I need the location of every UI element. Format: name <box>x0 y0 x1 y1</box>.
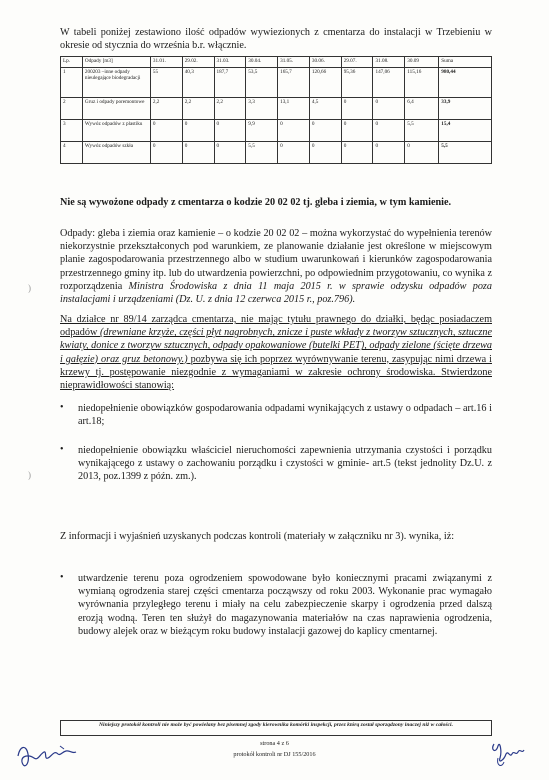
sum-cell: 33,9 <box>439 98 492 120</box>
value-cell: 0 <box>278 142 310 164</box>
table-body <box>61 68 492 164</box>
value-cell: 2,2 <box>182 98 214 120</box>
sum-cell: 15,4 <box>439 120 492 142</box>
value-cell: 0 <box>214 120 246 142</box>
value-cell: 13,1 <box>278 98 310 120</box>
table-header-cell: Lp. <box>61 57 83 68</box>
bullet-item-3: utwardzenie terenu poza ogrodzeniem spowodowane było koniecznymi pracami związanymi z wymianą ogrodzenia starej części cmentarza począwszy od roku 2003. Wykonanie prac wymagało wyrównania przyległego terenu i miały na celu zabezpieczenie skarpy i ogrodzenia przed dalszą erozją wodną. Teren ten służył do magazynowania materiałów na czas naprawienia ogrodzenia, budowy alejek oraz w bieżącym roku budowy instalacji gazowej do kaplicy cmentarnej. <box>78 573 492 637</box>
waste-type-cell: Gruz i odpady poremontowe <box>82 98 150 120</box>
value-cell: 3,3 <box>246 98 278 120</box>
footer-notice-box: Niniejszy protokół kontroli nie może być powielany bez pisemnej zgody kierownika komórki inspekcji, przez którą został sporządzony inaczej niż w całości. <box>60 720 492 736</box>
bullet-item-1: niedopełnienie obowiązków gospodarowania odpadami wynikających z ustawy o odpadach – art.16 i art.18; <box>78 403 492 428</box>
row-number-cell: 3 <box>61 120 83 142</box>
table-header-cell: 29.02. <box>182 57 214 68</box>
bullet-marker: • <box>60 572 64 583</box>
value-cell: 0 <box>182 142 214 164</box>
bullet-marker: • <box>60 444 64 455</box>
value-cell: 0 <box>341 120 373 142</box>
value-cell: 0 <box>341 142 373 164</box>
value-cell: 40,3 <box>182 68 214 98</box>
value-cell: 0 <box>309 142 341 164</box>
findings-waste-list: (drewniane krzyże, części płyt nagrobnych, znicze i puste wkłady z tworzyw sztucznych, sztuczne kwiaty, donice z tworzyw sztucznych, odpady opakowaniowe (butelki PET), odpady zielone (ścięte drzewa i gałęzie) oraz gruz betonowy.) <box>60 327 492 365</box>
inspector-signature-left <box>14 740 94 774</box>
table-header-cell: 29.07. <box>341 57 373 68</box>
table-header-cell: 31.08. <box>373 57 405 68</box>
value-cell: 0 <box>373 120 405 142</box>
table-row <box>61 98 492 120</box>
table-header-cell: 31.01. <box>150 57 182 68</box>
value-cell: 0 <box>182 120 214 142</box>
intro-paragraph: W tabeli poniżej zestawiono ilość odpadów wywiezionych z cmentarza do instalacji w Trzebieniu w okresie od stycznia do września b.r. włącznie. <box>60 27 492 52</box>
value-cell: 6,4 <box>405 98 439 120</box>
sum-cell: 5,5 <box>439 142 492 164</box>
margin-mark: ) <box>28 283 31 293</box>
waste-type-cell: Wywóz odpadów z plastiku <box>82 120 150 142</box>
table-header-cell: 30.04. <box>246 57 278 68</box>
value-cell: 0 <box>309 120 341 142</box>
findings-text-b: pozbywa się ich poprzez wyrównywanie terenu, zasypując nimi drzewa i krzewy tj. postępowanie niezgodnie z wymaganiami w zakresie ochrony środowiska. Stwierdzone nieprawidłowości stanowią: <box>60 353 492 392</box>
value-cell: 115,16 <box>405 68 439 98</box>
value-cell: 0 <box>341 98 373 120</box>
value-cell: 5,5 <box>246 142 278 164</box>
row-number-cell: 1 <box>61 68 83 98</box>
value-cell: 0 <box>373 142 405 164</box>
value-cell: 5,5 <box>405 120 439 142</box>
margin-mark: ) <box>28 470 31 480</box>
sum-cell: 980,44 <box>439 68 492 98</box>
value-cell: 0 <box>214 142 246 164</box>
table-header-cell: 30.06. <box>309 57 341 68</box>
bold-note: Nie są wywożone odpady z cmentarza o kodzie 20 02 02 tj. gleba i ziemia, w tym kamienie. <box>60 197 452 208</box>
table-header-cell: 31.05. <box>278 57 310 68</box>
value-cell: 0 <box>150 142 182 164</box>
value-cell: 9,9 <box>246 120 278 142</box>
row-number-cell: 2 <box>61 98 83 120</box>
table-row <box>61 142 492 164</box>
table-row <box>61 68 492 98</box>
value-cell: 0 <box>405 142 439 164</box>
table-header-cell: Suma <box>439 57 492 68</box>
value-cell: 0 <box>150 120 182 142</box>
inspector-signature-right <box>486 736 536 772</box>
bullet-marker: • <box>60 402 64 413</box>
paragraph-regulation-text: Odpady: gleba i ziemia oraz kamienie – o kodzie 20 02 02 – można wykorzystać do wypełnienia terenów niekorzystnie przekształconych pod warunkiem, ze planowanie działanie jest określone w miejscowym planie zagospodarowania przestrzennego albo w studium uwarunkowań i kierunków zagospodarowania przestrzennego gminy itp. lub do utwardzenia powierzchni, po odpowiednim przygotowaniu, co wynika z rozporządzenia <box>60 228 492 292</box>
table-row <box>61 120 492 142</box>
value-cell: 120,66 <box>309 68 341 98</box>
value-cell: 53,5 <box>246 68 278 98</box>
paragraph-explanations: Z informacji i wyjaśnień uzyskanych podczas kontroli (materiały w załączniku nr 3). wynika, iż: <box>60 531 455 542</box>
value-cell: 187,7 <box>214 68 246 98</box>
table-header-cell: 31.03. <box>214 57 246 68</box>
row-number-cell: 4 <box>61 142 83 164</box>
table-header-row <box>61 57 492 68</box>
value-cell: 95,36 <box>341 68 373 98</box>
value-cell: 165,7 <box>278 68 310 98</box>
table-header-cell: Odpady [m3] <box>82 57 150 68</box>
findings-text-a: Na działce nr 89/14 zarządca cmentarza, nie mając tytułu prawnego do działki, będąc posiadaczem odpadów <box>60 314 492 339</box>
value-cell: 2,2 <box>214 98 246 120</box>
value-cell: 0 <box>373 98 405 120</box>
waste-type-cell: Wywóz odpadów szkła <box>82 142 150 164</box>
page-number: strona 4 z 6 <box>260 740 289 747</box>
bullet-item-2: niedopełnienie obowiązku właściciel nieruchomości zapewnienia utrzymania czystości i porządku wynikającego z ustawy o zachowaniu porządku i czystości w gminie- art.5 (tekst jednolity Dz.U. z 2013, poz.1399 z późn. zm.). <box>78 445 492 483</box>
regulation-citation: Ministra Środowiska z dnia 11 maja 2015 r. w sprawie odzysku odpadów poza instalacjami i urządzeniami (Dz. U. z dnia 12 czerwca 2015 r., poz.796). <box>60 280 492 306</box>
protocol-number: protokół kontroli nr DJ 155/2016 <box>233 751 316 758</box>
value-cell: 0 <box>278 120 310 142</box>
waste-table <box>60 56 492 164</box>
value-cell: 55 <box>150 68 182 98</box>
value-cell: 147,06 <box>373 68 405 98</box>
paragraph-regulation <box>60 227 492 306</box>
table-header-cell: 30.09 <box>405 57 439 68</box>
paragraph-findings <box>60 313 492 392</box>
value-cell: 4,5 <box>309 98 341 120</box>
value-cell: 2,2 <box>150 98 182 120</box>
waste-type-cell: 200203 –inne odpady nieulegające biodegradacji <box>82 68 150 98</box>
